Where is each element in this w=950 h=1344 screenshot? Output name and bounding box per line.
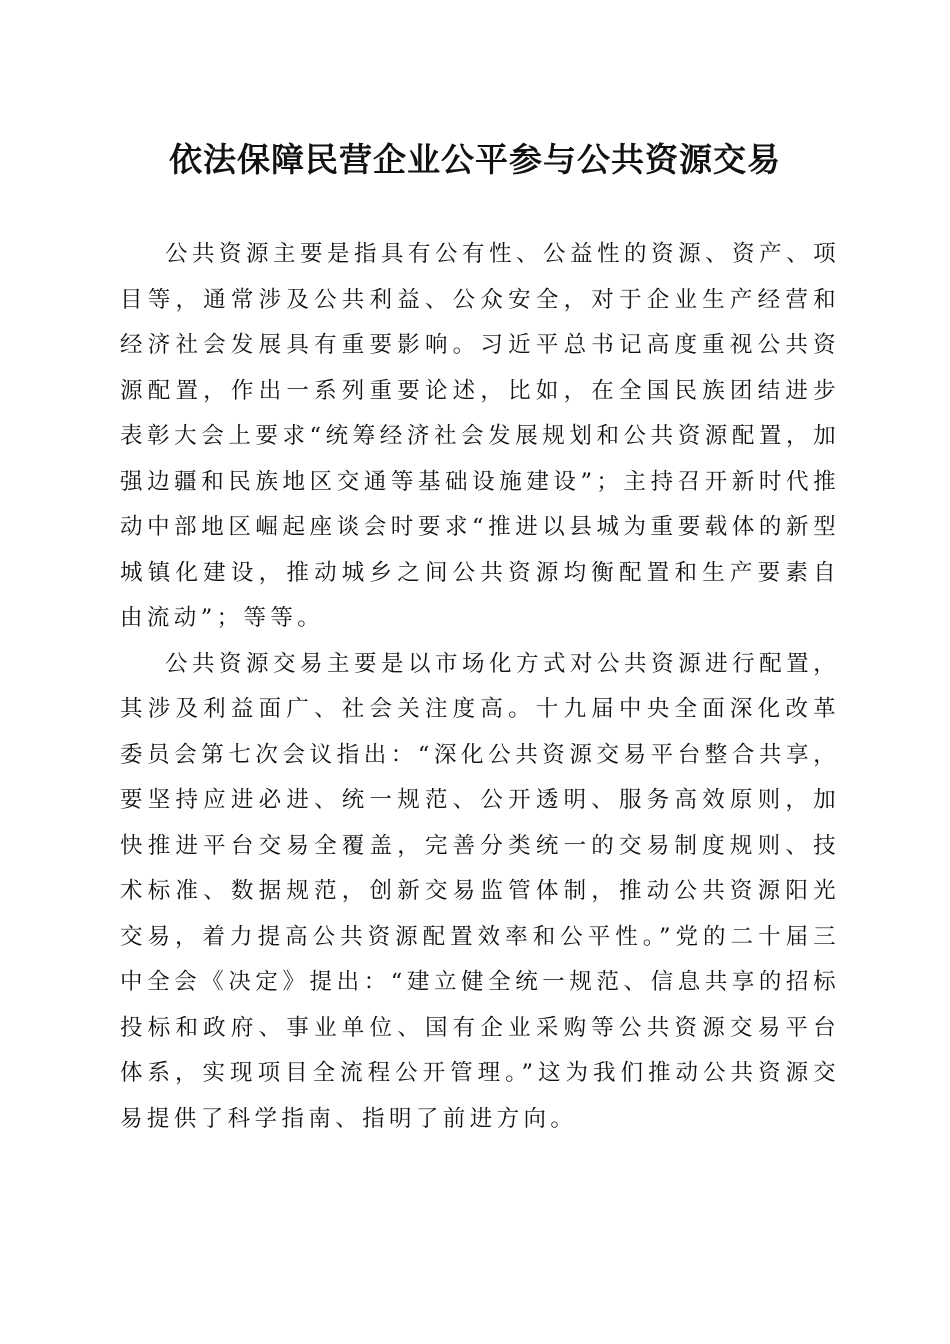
paragraph-public-resource-trading: 公共资源交易主要是以市场化方式对公共资源进行配置，其涉及利益面广、社会关注度高。十九届中央全面深化改革委员会第七次会议指出：“深化公共资源交易平台整合共享，要坚持应进必进、统一规范、公开透明、服务高效原则，加快推进平台交易全覆盖，完善分类统一的交易制度规则、技术标准、数据规范，创新交易监管体制，推动公共资源阳光交易，着力提高公共资源配置效率和公平性。”党的二十届三中全会《决定》提出：“建立健全统一规范、信息共享的招标投标和政府、事业单位、国有企业采购等公共资源交易平台体系，实现项目全流程公开管理。”这为我们推动公共资源交易提供了科学指南、指明了前进方向。: [120, 650, 840, 1132]
document-title: 依法保障民营企业公平参与公共资源交易: [169, 140, 781, 179]
document-body: [120, 232, 840, 1142]
paragraph-public-resources: 公共资源主要是指具有公有性、公益性的资源、资产、项目等，通常涉及公共利益、公众安全，对于企业生产经营和经济社会发展具有重要影响。习近平总书记高度重视公共资源配置，作出一系列重要论述，比如，在全国民族团结进步表彰大会上要求“统筹经济社会发展规划和公共资源配置，加强边疆和民族地区交通等基础设施建设”；主持召开新时代推动中部地区崛起座谈会时要求“推进以县城为重要载体的新型城镇化建设，推动城乡之间公共资源均衡配置和生产要素自由流动”；等等。: [120, 241, 840, 631]
